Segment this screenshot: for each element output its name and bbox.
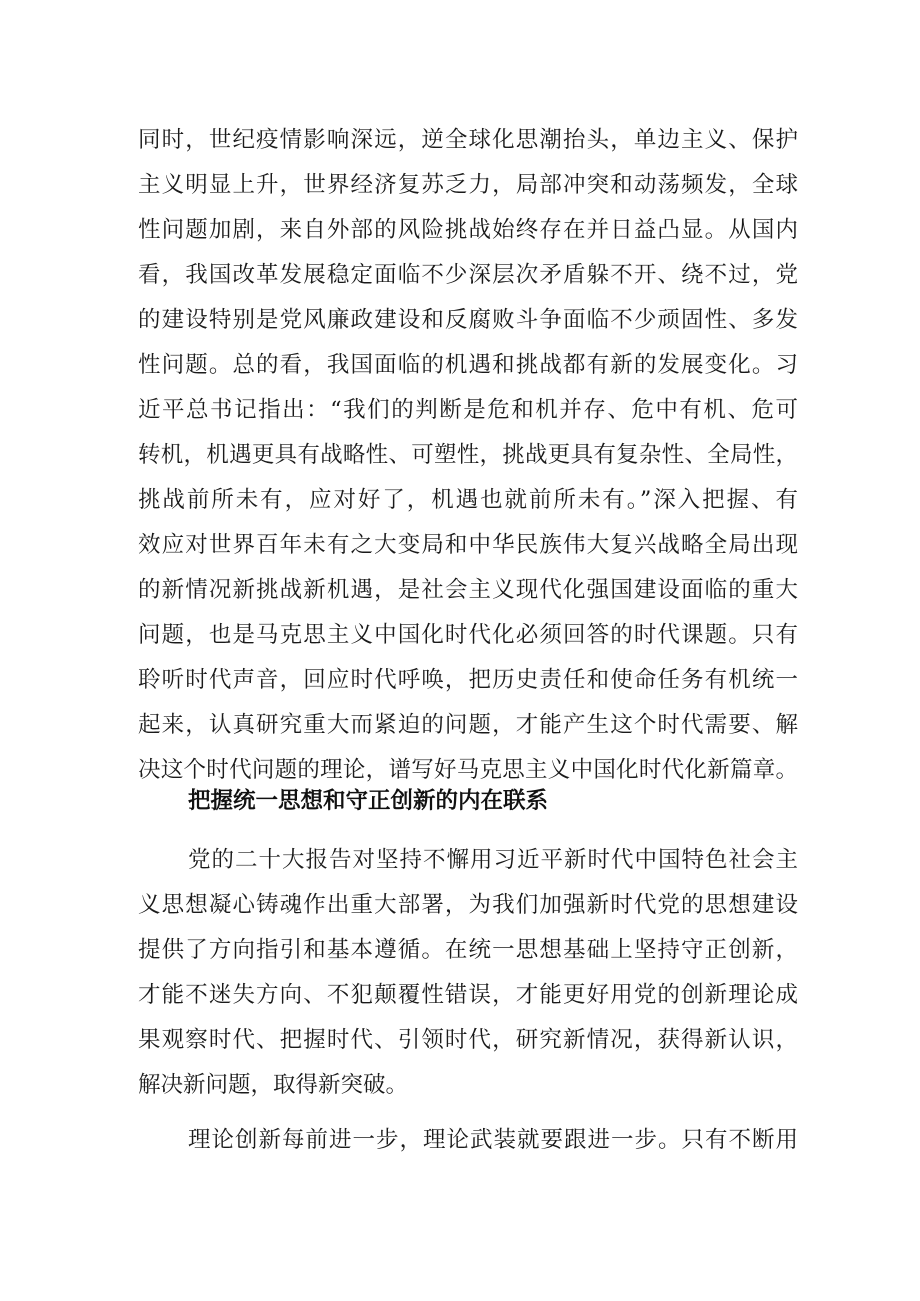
text-line: 挑战前所未有，应对好了，机遇也就前所未有。”深入把握、有 (138, 487, 798, 513)
text-line: 效应对世界百年未有之大变局和中华民族伟大复兴战略全局出现 (138, 532, 798, 558)
text-line: 理论创新每前进一步，理论武装就要跟进一步。只有不断用 (188, 1127, 798, 1153)
text-line: 同时，世纪疫情影响深远，逆全球化思潮抬头，单边主义、保护 (138, 127, 798, 153)
section-heading: 把握统一思想和守正创新的内在联系 (188, 788, 549, 814)
text-line: 果观察时代、把握时代、引领时代，研究新情况，获得新认识， (138, 1027, 798, 1053)
text-line: 主义明显上升，世界经济复苏乏力，局部冲突和动荡频发，全球 (138, 172, 798, 198)
text-line: 的新情况新挑战新机遇，是社会主义现代化强国建设面临的重大 (138, 577, 798, 603)
text-line: 党的二十大报告对坚持不懈用习近平新时代中国特色社会主 (188, 847, 798, 873)
text-line: 决这个时代问题的理论，谱写好马克思主义中国化时代化新篇章。 (138, 757, 798, 783)
text-line: 才能不迷失方向、不犯颠覆性错误，才能更好用党的创新理论成 (138, 982, 798, 1008)
text-line: 问题，也是马克思主义中国化时代化必须回答的时代课题。只有 (138, 622, 798, 648)
text-line: 的建设特别是党风廉政建设和反腐败斗争面临不少顽固性、多发 (138, 307, 798, 333)
text-line: 近平总书记指出：“我们的判断是危和机并存、危中有机、危可 (138, 397, 798, 423)
text-line: 义思想凝心铸魂作出重大部署，为我们加强新时代党的思想建设 (138, 892, 798, 918)
text-line: 转机，机遇更具有战略性、可塑性，挑战更具有复杂性、全局性， (138, 442, 798, 468)
text-line: 起来，认真研究重大而紧迫的问题，才能产生这个时代需要、解 (138, 712, 798, 738)
text-line: 聆听时代声音，回应时代呼唤，把历史责任和使命任务有机统一 (138, 667, 798, 693)
text-line: 性问题加剧，来自外部的风险挑战始终存在并日益凸显。从国内 (138, 217, 798, 243)
text-line: 提供了方向指引和基本遵循。在统一思想基础上坚持守正创新， (138, 937, 798, 963)
text-line: 性问题。总的看，我国面临的机遇和挑战都有新的发展变化。习 (138, 352, 798, 378)
text-line: 解决新问题，取得新突破。 (138, 1072, 409, 1098)
text-line: 看，我国改革发展稳定面临不少深层次矛盾躲不开、绕不过，党 (138, 262, 798, 288)
